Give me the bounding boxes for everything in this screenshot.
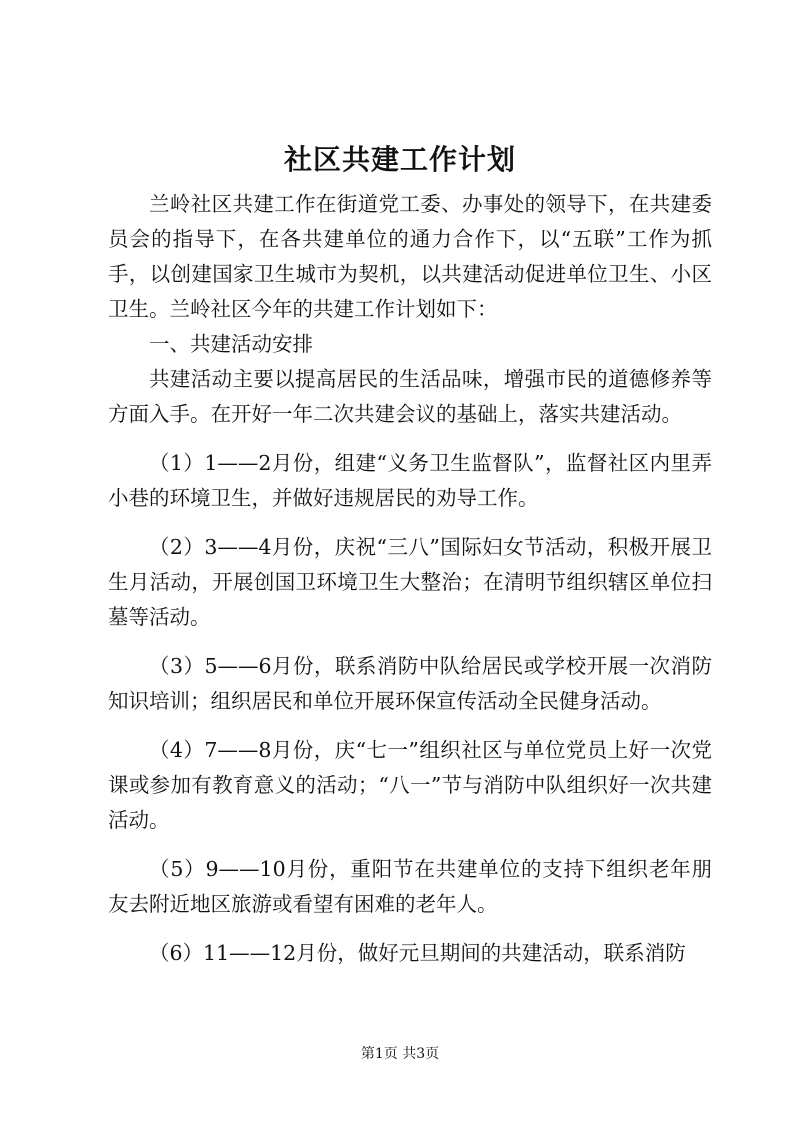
document-body bbox=[108, 187, 712, 971]
intro-paragraph: 兰岭社区共建工作在街道党工委、办事处的领导下，在共建委员会的指导下，在各共建单位的通力合作下，以“五联”工作为抓手，以创建国家卫生城市为契机，以共建活动促进单位卫生、小区卫生。兰岭社区今年的共建工作计划如下： bbox=[108, 192, 712, 321]
plan-item-6: （6）11——12月份，做好元旦期间的共建活动，联系消防 bbox=[149, 941, 686, 965]
plan-item-4: （4）7——8月份，庆“七一”组织社区与单位党员上好一次党课或参加有教育意义的活动；“八一”节与消防中队组织好一次共建活动。 bbox=[108, 738, 712, 832]
plan-item-2: （2）3——4月份，庆祝“三八”国际妇女节活动，积极开展卫生月活动，开展创国卫环境卫生大整治；在清明节组织辖区单位扫墓等活动。 bbox=[108, 535, 712, 629]
plan-item-5: （5）9——10月份，重阳节在共建单位的支持下组织老年朋友去附近地区旅游或看望有困难的老年人。 bbox=[108, 857, 712, 916]
section-heading: 一、共建活动安排 bbox=[149, 332, 313, 356]
plan-item-1: （1）1——2月份，组建“义务卫生监督队”，监督社区内里弄小巷的环境卫生，并做好违规居民的劝导工作。 bbox=[108, 451, 712, 510]
plan-item-3: （3）5——6月份，联系消防中队给居民或学校开展一次消防知识培训；组织居民和单位开展环保宣传活动全民健身活动。 bbox=[108, 654, 712, 713]
page-footer: 第1页 共3页 bbox=[360, 1046, 440, 1062]
document-title: 社区共建工作计划 bbox=[283, 143, 516, 176]
activity-overview-paragraph: 共建活动主要以提高居民的生活品味，增强市民的道德修养等方面入手。在开好一年二次共建会议的基础上，落实共建活动。 bbox=[108, 367, 712, 426]
